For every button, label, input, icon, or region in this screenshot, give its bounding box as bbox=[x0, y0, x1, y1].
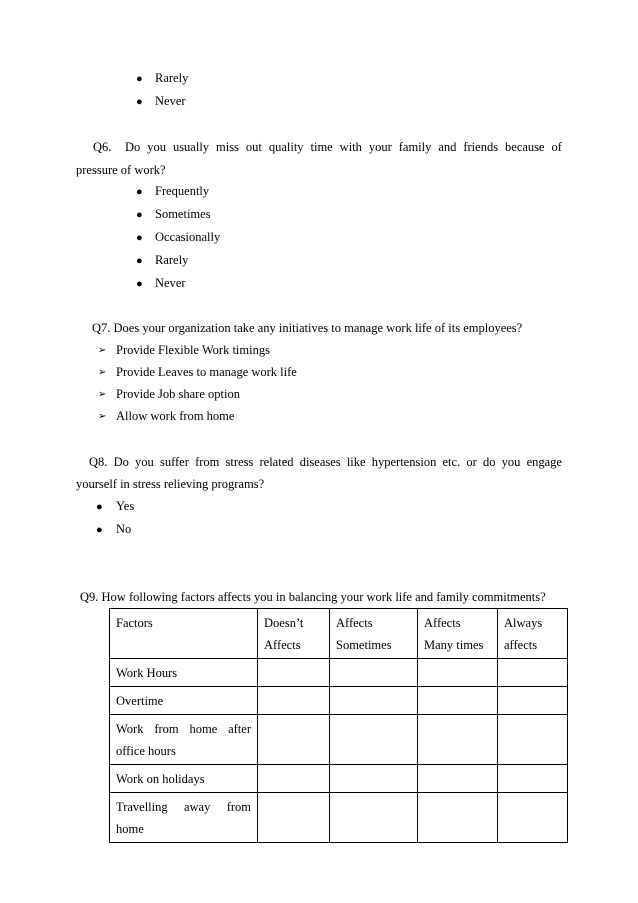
bullet-icon: ● bbox=[96, 524, 103, 536]
answer-cell[interactable] bbox=[258, 793, 330, 843]
q7-question: Q7. Does your organization take any initiatives to manage work life of its employees? bbox=[92, 321, 523, 335]
q8-option-yes: Yes bbox=[116, 499, 135, 513]
word: suffer bbox=[159, 455, 189, 469]
q7-option-job-share: Provide Job share option bbox=[116, 387, 240, 401]
word: quality bbox=[268, 140, 304, 154]
table-row bbox=[110, 793, 568, 843]
word: your bbox=[368, 140, 392, 154]
answer-cell[interactable] bbox=[418, 765, 498, 793]
answer-cell[interactable] bbox=[258, 765, 330, 793]
word: Do bbox=[113, 455, 129, 469]
table-row bbox=[110, 715, 568, 765]
q5-option-never: Never bbox=[155, 94, 186, 108]
word: family bbox=[398, 140, 432, 154]
word: usually bbox=[172, 140, 210, 154]
word: diseases bbox=[299, 455, 341, 469]
word: and bbox=[438, 140, 457, 154]
row-label-work-from-home: Work from home after office hours bbox=[110, 715, 258, 765]
word: because bbox=[505, 140, 545, 154]
word: of bbox=[551, 140, 562, 154]
table-header-row bbox=[110, 609, 568, 659]
answer-cell[interactable] bbox=[498, 715, 568, 765]
bullet-icon: ● bbox=[96, 501, 103, 513]
arrow-bullet-icon: ➢ bbox=[98, 411, 107, 422]
row-label-holidays: Work on holidays bbox=[110, 765, 258, 793]
bullet-icon: ● bbox=[136, 73, 143, 85]
row-label-overtime: Overtime bbox=[110, 687, 258, 715]
bullet-icon: ● bbox=[136, 278, 143, 290]
word: Q8. bbox=[89, 455, 108, 469]
answer-cell[interactable] bbox=[258, 659, 330, 687]
answer-cell[interactable] bbox=[330, 715, 418, 765]
q7-option-flexible: Provide Flexible Work timings bbox=[116, 343, 270, 357]
word: stress bbox=[225, 455, 254, 469]
answer-cell[interactable] bbox=[498, 765, 568, 793]
answer-cell[interactable] bbox=[330, 765, 418, 793]
word: time bbox=[310, 140, 333, 154]
word: hypertension bbox=[371, 455, 437, 469]
word: do bbox=[482, 455, 496, 469]
word: Do bbox=[125, 140, 141, 154]
header-affects-many-times: Affects Many times bbox=[418, 609, 498, 659]
q8-question-line2: yourself in stress relieving programs? bbox=[76, 477, 265, 491]
q8-option-no: No bbox=[116, 522, 132, 536]
bullet-icon: ● bbox=[136, 232, 143, 244]
header-always-affects: Always affects bbox=[498, 609, 568, 659]
bullet-icon: ● bbox=[136, 209, 143, 221]
answer-cell[interactable] bbox=[330, 659, 418, 687]
word: you bbox=[147, 140, 166, 154]
answer-cell[interactable] bbox=[258, 715, 330, 765]
arrow-bullet-icon: ➢ bbox=[98, 367, 107, 378]
table-row bbox=[110, 765, 568, 793]
bullet-icon: ● bbox=[136, 186, 143, 198]
word: etc. bbox=[442, 455, 461, 469]
word: friends bbox=[463, 140, 499, 154]
row-label-travelling: Travelling away from home bbox=[110, 793, 258, 843]
word: with bbox=[339, 140, 362, 154]
q6-option-rarely: Rarely bbox=[155, 253, 189, 267]
answer-cell[interactable] bbox=[258, 687, 330, 715]
q6-option-frequently: Frequently bbox=[155, 184, 210, 198]
q9-question: Q9. How following factors affects you in balancing your work life and family commitments? bbox=[80, 590, 546, 604]
header-doesnt-affects: Doesn’t Affects bbox=[258, 609, 330, 659]
answer-cell[interactable] bbox=[418, 793, 498, 843]
answer-cell[interactable] bbox=[330, 687, 418, 715]
bullet-icon: ● bbox=[136, 255, 143, 267]
q6-option-occasionally: Occasionally bbox=[155, 230, 221, 244]
q8-question-line1 bbox=[89, 456, 562, 469]
q6-question-line2: pressure of work? bbox=[76, 163, 166, 177]
arrow-bullet-icon: ➢ bbox=[98, 389, 107, 400]
word: like bbox=[346, 455, 366, 469]
word: related bbox=[259, 455, 294, 469]
word: you bbox=[501, 455, 521, 469]
q5-option-rarely: Rarely bbox=[155, 71, 189, 85]
q6-label: Q6. bbox=[93, 140, 112, 154]
factors-table bbox=[109, 608, 568, 843]
bullet-icon: ● bbox=[136, 96, 143, 108]
q7-option-wfh: Allow work from home bbox=[116, 409, 235, 423]
answer-cell[interactable] bbox=[498, 659, 568, 687]
table-row bbox=[110, 687, 568, 715]
answer-cell[interactable] bbox=[330, 793, 418, 843]
answer-cell[interactable] bbox=[498, 793, 568, 843]
row-label-work-hours: Work Hours bbox=[110, 659, 258, 687]
arrow-bullet-icon: ➢ bbox=[98, 345, 107, 356]
word: from bbox=[195, 455, 220, 469]
answer-cell[interactable] bbox=[418, 687, 498, 715]
word: you bbox=[135, 455, 154, 469]
q7-option-leaves: Provide Leaves to manage work life bbox=[116, 365, 297, 379]
q6-option-never: Never bbox=[155, 276, 186, 290]
word: out bbox=[245, 140, 262, 154]
header-factors: Factors bbox=[110, 609, 258, 659]
answer-cell[interactable] bbox=[418, 715, 498, 765]
header-affects-sometimes: Affects Sometimes bbox=[330, 609, 418, 659]
table-row bbox=[110, 659, 568, 687]
word: engage bbox=[526, 455, 562, 469]
answer-cell[interactable] bbox=[418, 659, 498, 687]
answer-cell[interactable] bbox=[498, 687, 568, 715]
q6-option-sometimes: Sometimes bbox=[155, 207, 211, 221]
word: or bbox=[466, 455, 477, 469]
word: miss bbox=[216, 140, 239, 154]
q6-question-line1 bbox=[125, 141, 562, 154]
